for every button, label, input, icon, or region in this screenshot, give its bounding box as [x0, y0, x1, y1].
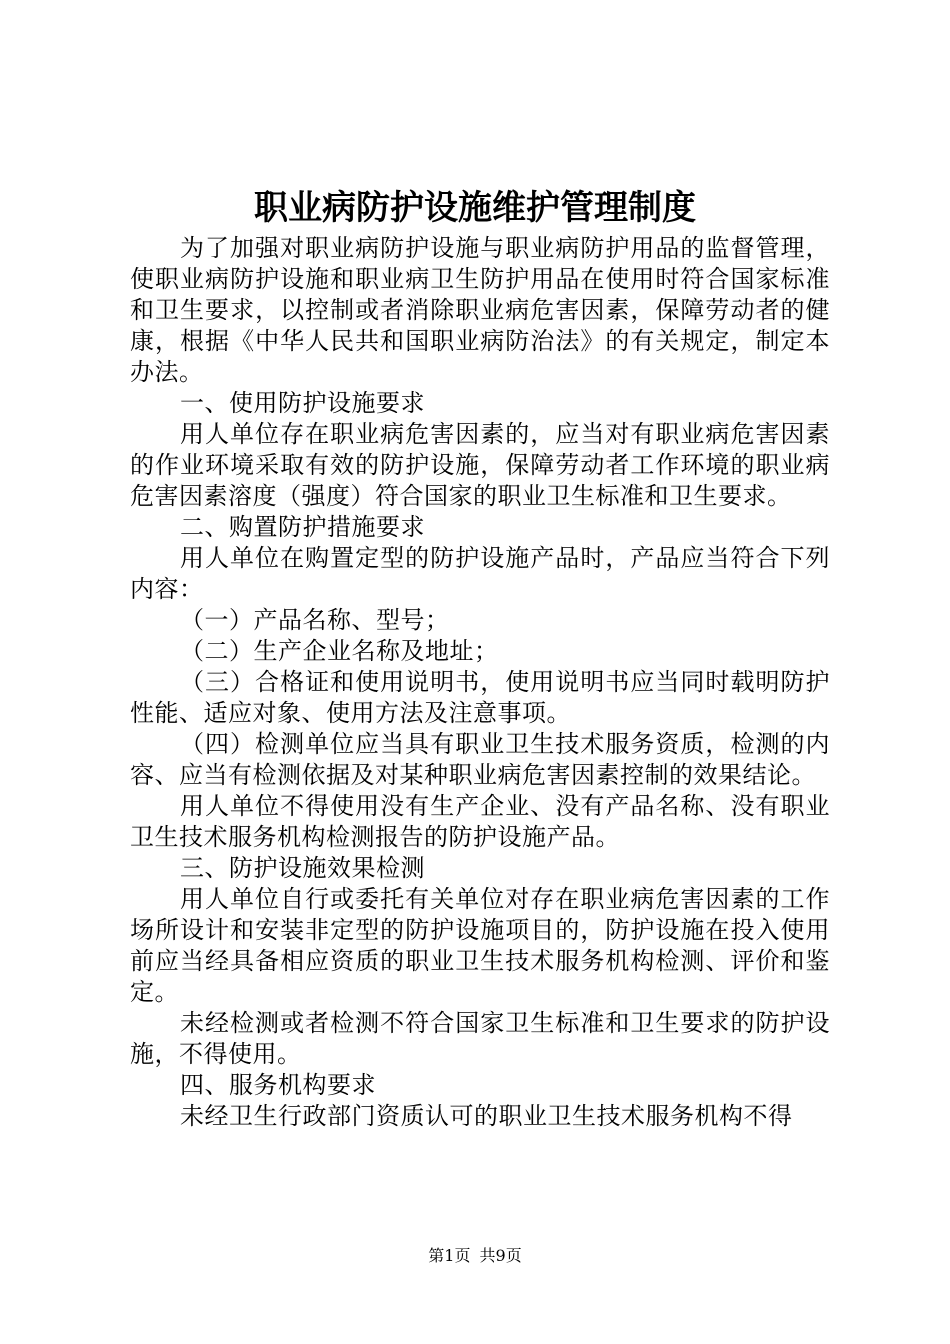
paragraph-section-4: 未经卫生行政部门资质认可的职业卫生技术服务机构不得 — [180, 1102, 793, 1130]
section-heading-3: 三、防护设施效果检测 — [180, 854, 425, 882]
page-number-current: 第1页 — [428, 1246, 471, 1265]
section-heading-2: 二、购置防护措施要求 — [180, 513, 425, 541]
paragraph-intro: 为了加强对职业病防护设施与职业病防护用品的监督管理，使职业病防护设施和职业病卫生防护用品在使用时符合国家标准和卫生要求，以控制或者消除职业病危害因素，保障劳动者的健康，根据《中华人民共和国职业病防治法》的有关规定，制定本办法。 — [130, 234, 830, 386]
paragraph-section-3: 用人单位自行或委托有关单位对存在职业病危害因素的工作场所设计和安装非定型的防护设施项目的，防护设施在投入使用前应当经具备相应资质的职业卫生技术服务机构检测、评价和鉴定。 — [130, 885, 830, 1006]
paragraph-section-2: 用人单位在购置定型的防护设施产品时，产品应当符合下列内容： — [130, 544, 830, 603]
document-body — [130, 233, 830, 1132]
paragraph-section-2-note: 用人单位不得使用没有生产企业、没有产品名称、没有职业卫生技术服务机构检测报告的防护设施产品。 — [130, 792, 830, 851]
list-item-1: （一）产品名称、型号； — [180, 606, 450, 634]
paragraph-section-1: 用人单位存在职业病危害因素的，应当对有职业病危害因素的作业环境采取有效的防护设施，保障劳动者工作环境的职业病危害因素溶度（强度）符合国家的职业卫生标准和卫生要求。 — [130, 420, 830, 510]
list-item-3: （三）合格证和使用说明书，使用说明书应当同时载明防护性能、适应对象、使用方法及注意事项。 — [130, 668, 830, 727]
section-heading-4: 四、服务机构要求 — [180, 1071, 376, 1099]
list-item-2: （二）生产企业名称及地址； — [180, 637, 499, 665]
list-item-4: （四）检测单位应当具有职业卫生技术服务资质，检测的内容、应当有检测依据及对某种职业病危害因素控制的效果结论。 — [130, 730, 830, 789]
page-footer — [0, 1243, 950, 1269]
section-heading-1: 一、使用防护设施要求 — [180, 389, 425, 417]
document-title: 职业病防护设施维护管理制度 — [254, 188, 696, 228]
page-number-total: 共9页 — [479, 1246, 522, 1265]
paragraph-section-3-note: 未经检测或者检测不符合国家卫生标准和卫生要求的防护设施，不得使用。 — [130, 1009, 830, 1068]
